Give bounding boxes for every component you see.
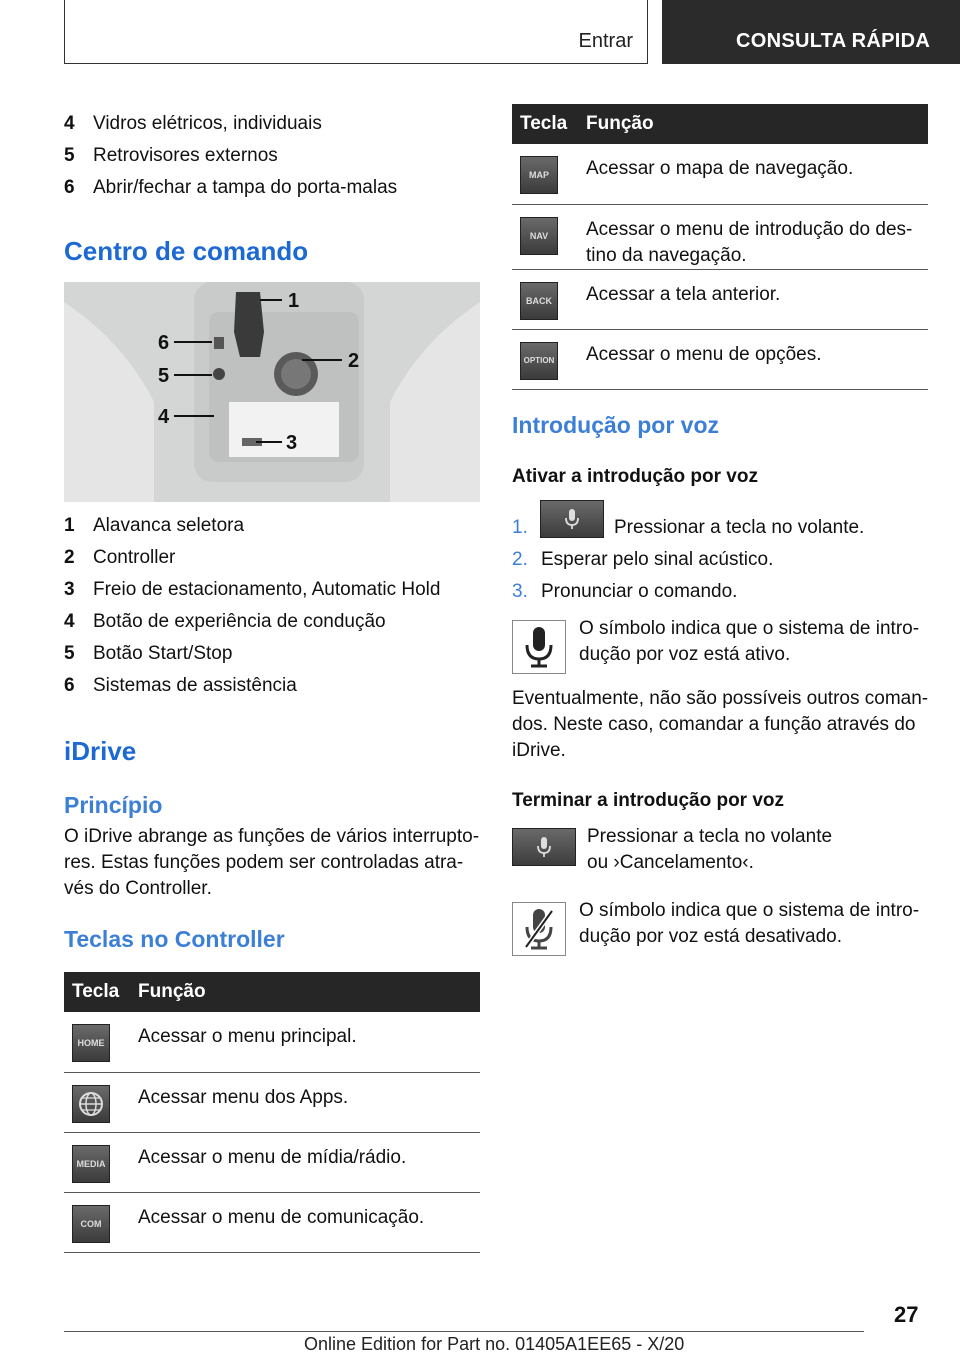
key-function: Acessar o mapa de navegação. <box>586 144 928 204</box>
voice-active-symbol-icon <box>512 620 566 674</box>
list-item: 4 Vidros elétricos, individuais <box>64 113 322 134</box>
key-function: Acessar o menu principal. <box>138 1012 480 1072</box>
callout-5: 5 <box>158 365 170 387</box>
subsection-title-teclas: Teclas no Controller <box>64 926 285 952</box>
col-header-function: Função <box>138 972 480 1012</box>
table-row <box>64 1132 480 1192</box>
callout-4: 4 <box>158 406 170 428</box>
col-header-function: Função <box>586 104 928 144</box>
key-function: Acessar o menu de comunicação. <box>138 1192 480 1252</box>
option-key-icon: OPTION <box>520 342 558 380</box>
header-chapter-label: CONSULTA RÁPIDA <box>736 30 931 52</box>
home-key-icon: HOME <box>72 1024 110 1062</box>
media-key-icon: MEDIA <box>72 1145 110 1183</box>
voice-active-note: O símbolo indica que o sistema de intro-dução por voz está ativo. <box>579 618 920 665</box>
section-title-centro: Centro de comando <box>64 236 309 266</box>
section-title-idrive: iDrive <box>64 736 137 766</box>
list-item: 3 Freio de estacionamento, Automatic Hold <box>64 579 441 600</box>
step-1-text: Pressionar a tecla no volante. <box>614 517 865 538</box>
list-item: 1 Alavanca seletora <box>64 515 245 536</box>
list-item: 4 Botão de experiência de condução <box>64 611 386 632</box>
controller-keys-table <box>64 972 480 1253</box>
nav-key-icon: NAV <box>520 217 558 255</box>
voice-button-icon <box>512 828 576 866</box>
back-key-icon: BACK <box>520 282 558 320</box>
table-row <box>64 1192 480 1252</box>
map-key-icon: MAP <box>520 156 558 194</box>
callout-6: 6 <box>158 332 170 354</box>
table-row <box>512 144 928 204</box>
page-number: 27 <box>894 1302 919 1327</box>
key-function: Acessar o menu de opções. <box>586 329 928 389</box>
key-function: Acessar menu dos Apps. <box>138 1072 480 1132</box>
step-3: 3. Pronunciar o comando. <box>512 581 738 602</box>
table-row <box>64 1072 480 1132</box>
callout-3: 3 <box>286 432 298 454</box>
table-row <box>64 1012 480 1072</box>
heading-terminar: Terminar a introdução por voz <box>512 790 785 811</box>
callout-2: 2 <box>348 350 360 372</box>
key-function: Acessar o menu de introdução do des-tino da navegação. <box>586 204 928 269</box>
apps-globe-key-icon <box>72 1085 110 1123</box>
list-item: 2 Controller <box>64 547 176 568</box>
terminar-text: Pressionar a tecla no volante ou ›Cancelamento‹. <box>587 826 833 873</box>
principio-paragraph: O iDrive abrange as funções de vários interrupto-res. Estas funções podem ser controladas atra-vés do Controller. <box>64 826 480 899</box>
table-row <box>512 204 928 269</box>
footer-edition: Online Edition for Part no. 01405A1EE65 - X/20 <box>304 1334 685 1354</box>
header-section-tab <box>64 0 648 64</box>
center-console-photo <box>64 282 480 502</box>
col-header-key: Tecla <box>512 104 586 144</box>
step-1: 1. <box>512 517 528 538</box>
list-item: 5 Botão Start/Stop <box>64 643 233 664</box>
table-row <box>512 269 928 329</box>
table-row <box>512 329 928 389</box>
key-function: Acessar a tela anterior. <box>586 269 928 329</box>
header-section-label: Entrar <box>578 30 633 52</box>
footer-divider <box>64 1331 864 1332</box>
voice-button-icon <box>540 500 604 538</box>
controller-keys-table-continued <box>512 104 928 390</box>
voice-inactive-note: O símbolo indica que o sistema de intro-dução por voz está desativado. <box>579 900 920 947</box>
voice-inactive-symbol-icon <box>512 902 566 956</box>
list-item: 6 Abrir/fechar a tampa do porta-malas <box>64 177 398 198</box>
key-function: Acessar o menu de mídia/rádio. <box>138 1132 480 1192</box>
list-item: 6 Sistemas de assistência <box>64 675 297 696</box>
subsection-title-voz: Introdução por voz <box>512 412 719 438</box>
col-header-key: Tecla <box>64 972 138 1012</box>
heading-ativar: Ativar a introdução por voz <box>512 466 758 487</box>
subsection-title-principio: Princípio <box>64 792 163 818</box>
step-2: 2. Esperar pelo sinal acústico. <box>512 549 774 570</box>
eventual-paragraph: Eventualmente, não são possíveis outros coman-dos. Neste caso, comandar a função através do iDrive. <box>512 688 929 761</box>
list-item: 5 Retrovisores externos <box>64 145 278 166</box>
callout-1: 1 <box>288 290 300 312</box>
header-chapter-tab <box>662 0 960 64</box>
com-key-icon: COM <box>72 1205 110 1243</box>
